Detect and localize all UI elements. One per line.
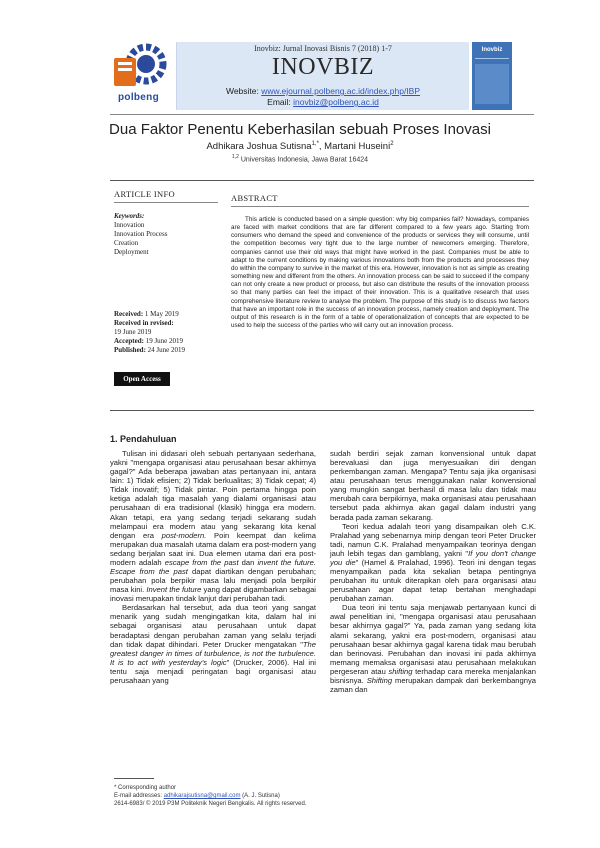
accepted-date: Accepted: 19 June 2019 <box>114 337 184 345</box>
abstract-text: This article is conducted based on a simple question: why big companies fail? Nowadays, companies are faced with market conditions that are far different compared to a few years ago. Starting from consumers who demand the speed and convenience of the products or services they will consume, until the competition becomes very tight due to the large number of newcomers emerging. Therefore, companies cannot use their old ways that might have worked in the past. Companies must be able to adapt to the current conditions by making various innovations both from the products and processes they do within the company to survive in the market of this era. However, innovation is not as simple as creating something new and different from the others. An innovation process can be said to succeed if the company can not only create a new product or process, but also can distribute the results of the innovation process so that many parties can feel the impact of their innovation. This is a qualitative research that uses comprehensive literature review to analyse the problem. The purpose of this study is to discuss two factors that have an important role in the success of an innovation process, namely creation and deployment. The output of this research is in the form of a table of operationalization of concepts that are expected to be used to help the success of the parties who will carry out an innovation process. <box>231 216 529 330</box>
header-divider <box>110 114 534 115</box>
paragraph: Berdasarkan hal tersebut, ada dua teori yang sangat menarik yang sudah mengingatkan kita, dalam hal ini sebagai organisasi atau perusahaan untuk dapat beradaptasi dengan perubahan zaman yang selalu terjadi dan tidak dapat dihindari. Peter Drucker mengatakan "The greatest danger in times of turbulence, is not the turbulence. It is to act with yesterday's logic" (Drucker, 2006). Hal ini tentu saja menjadi peringatan bagi organisasi atau perusahaan yang <box>110 603 316 685</box>
author-email-link[interactable]: adhikarajsutisna@gmail.com <box>163 793 241 799</box>
corresponding-author: * Corresponding author <box>114 785 177 791</box>
paragraph: Dua teori ini tentu saja menjawab pertanyaan kunci di awal penelitian ini, "mengapa organisasi atau perusahaan besar akhirnya gagal?" Ya, pada zaman yang sedang kita alami sekarang, yakni era post-modern, organisasi atau perusahaan besar akhirnya gagal karena tidak mau berubah dan berinovasi. Perubahan dan inovasi ini pada akhirnya memang memaksa organisasi atau perusahaan melakukan pergeseran atau shifting terhadap cara mereka menjalankan bisnisnya. Shifting merupakan dampak dari berkembangnya zaman dan <box>330 603 536 695</box>
abstract-heading: ABSTRACT <box>231 193 278 203</box>
paper-authors: Adhikara Joshua Sutisna$^{1,*}$, Martani Huseini$^2$ <box>206 141 394 153</box>
paragraph: sudah berdiri sejak zaman konvensional untuk dapat berevaluasi dan juga menyesuaikan diri dengan perkembangan zaman. Mengapa? Tentu saja jika organisasi atau perusahaan terus menggunakan nalar konvensional yang mungkin sangat berhasil di masa lalu dan tidak mau merubah cara berpikirnya, maka organisasi atau perusahaan tersebut pada akhirnya akan gagal dalam industri yang berada pada zaman sekarang. <box>330 449 536 522</box>
body-right-column <box>330 449 536 694</box>
keywords-label: Keywords: <box>114 212 145 220</box>
paragraph: Teori kedua adalah teori yang disampaikan oleh C.K. Pralahad yang sebenarnya mirip dengan teori Peter Drucker tadi, namun C.K. Pralahad menyampaikan teorinya dengan jauh lebih tegas dan gamblang, yakni "If you don't change you die" (Hamel & Pralahad, 1996). Teori ini dengan tegas menyampaikan pada kita sekalian betapa pentingnya perubahan itu untuk diterapkan oleh para organisasi atau perusahaan agar dapat tetap bertahan menghadapi perubahan zaman. <box>330 521 536 604</box>
journal-banner <box>176 42 469 110</box>
keyword-item: Innovation Process <box>114 230 168 238</box>
keyword-item: Deployment <box>114 248 149 256</box>
website-link[interactable]: www.ejournal.polbeng.ac.id/index.php/IBP <box>261 86 421 96</box>
open-access-badge: Open Access <box>114 372 170 386</box>
journal-citation: Inovbiz: Jurnal Inovasi Bisnis 7 (2018) 1-7 <box>254 44 392 53</box>
paragraph: Tulisan ini didasari oleh sebuah pertanyaan sederhana, yakni "mengapa organisasi atau perusahaan besar akhirnya gagal?" Ada beberapa jawaban atas pertanyaan ini, antara lain: 1) Tidak efisien; 2) Tidak berkualitas; 3) Tidak cepat; 4) Tidak inovatif; 5) Tidak pintar. Poin pertama hingga poin ketiga adalah tiga masalah yang dialami organisasi atau perusahaan di era tradisional (klasik) hingga era modern. Akan tetapi, era yang sedang terjadi sekarang sudah melampaui era modern atau yang sekarang kita kenal dengan era post-modern. Poin keempat dan kelima merupakan dua masalah utama dalam era post-modern yang sedang berjalan saat ini. Dua elemen utama dari era post-modern adalah escape from the past dan invent the future. Escape from the past dapat diartikan dengan perubahan; perubahan pola berpikir masa lalu menjadi pola berpikir masa kini. Invent the future yang dapat digambarkan sebagai inovasi merupakan tindak lanjut dari perubahan tadi. <box>110 449 316 604</box>
journal-name: INOVBIZ <box>271 54 375 80</box>
journal-website: Website: www.ejournal.polbeng.ac.id/index.php/IBP <box>225 86 421 96</box>
keyword-item: Innovation <box>114 221 145 229</box>
keyword-item: Creation <box>114 239 139 247</box>
footnote-divider <box>114 778 154 779</box>
dates-block <box>114 310 226 355</box>
abstract-divider <box>231 206 529 207</box>
section-heading: 1. Pendahuluan <box>110 434 177 444</box>
paper-title: Dua Faktor Penentu Keberhasilan sebuah Proses Inovasi <box>109 121 491 138</box>
polbeng-logo-icon <box>112 42 170 88</box>
body-left-column <box>110 449 316 685</box>
revised-date: 19 June 2019 <box>114 328 152 336</box>
article-info-divider <box>114 202 218 203</box>
info-top-divider <box>110 180 534 181</box>
polbeng-logo-text: polbeng <box>118 92 159 103</box>
email-link[interactable]: inovbiz@polbeng.ac.id <box>293 97 379 107</box>
article-info-heading: ARTICLE INFO <box>114 189 175 199</box>
copyright-line: 2614-6983/ © 2019 P3M Politeknik Negeri Bengkalis. All rights reserved. <box>114 801 307 807</box>
published-date: Published: 24 June 2019 <box>114 346 185 354</box>
corresponding-email: E-mail addresses: adhikarajsutisna@gmail.com (A. J. Sutisna) <box>114 793 280 799</box>
paper-affiliation: $^{1,2}$ Universitas Indonesia, Jawa Barat 16424 <box>231 154 369 164</box>
cover-title: Inovbiz <box>481 47 503 53</box>
footnote <box>114 784 534 808</box>
keywords-block <box>114 212 224 257</box>
revised-label: Received in revised: <box>114 319 174 327</box>
received-date: Received: 1 May 2019 <box>114 310 179 318</box>
journal-email: Email: inovbiz@polbeng.ac.id <box>267 97 379 107</box>
journal-cover-thumbnail <box>472 42 512 110</box>
abstract-bottom-divider <box>110 410 534 411</box>
